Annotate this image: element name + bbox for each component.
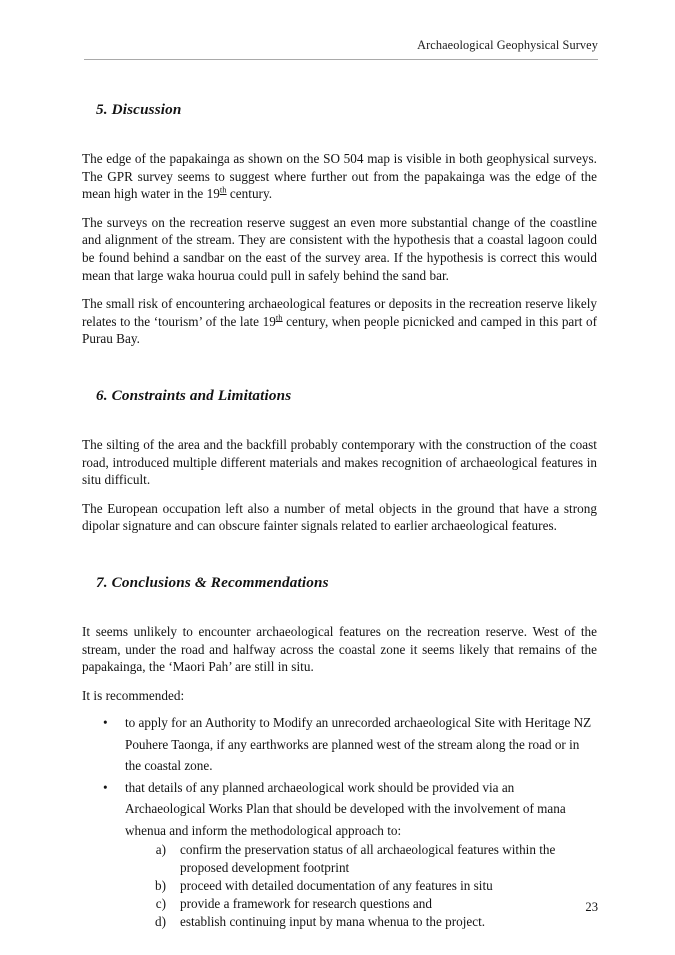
spacer [82, 406, 597, 436]
spacer [82, 203, 597, 214]
page-footer [82, 900, 598, 915]
spacer [82, 535, 597, 573]
paragraph-discussion-3-text-b: century, when people picnicked and camped in this part of Purau Bay. [82, 313, 597, 347]
paragraph-discussion-1-text-a: The edge of the papakainga as shown on the SO 504 map is visible in both geophysical surveys. The GPR survey seems to suggest where further out from the papakainga was the edge of the mean high water in the 19 [82, 151, 597, 202]
list-item-text: confirm the preservation status of all archaeological features within the proposed development footprint [180, 842, 556, 876]
list-item [140, 913, 597, 931]
list-item-marker: c) [155, 896, 166, 912]
ordinal-suffix-th: th [275, 312, 283, 323]
spacer [82, 593, 597, 623]
page-number: 23 [585, 900, 598, 914]
paragraph-constraints-1: The silting of the area and the backfill probably contemporary with the construction of the coast road, introduced multiple different materials and makes recognition of archaeological features in situ difficult. [82, 436, 597, 488]
heading-discussion: 5. Discussion [96, 101, 182, 118]
page-header [84, 38, 598, 60]
list-item [140, 877, 597, 895]
list-item-text: proceed with detailed documentation of any features in situ [180, 878, 493, 894]
spacer [82, 676, 597, 687]
list-item-marker: d) [155, 914, 166, 930]
ordinal-suffix-th: th [219, 184, 227, 195]
list-item-text: establish continuing input by mana whenua to the project. [180, 914, 486, 930]
list-item-marker: a) [155, 842, 166, 858]
paragraph-recommended-lead-in: It is recommended: [82, 687, 185, 703]
paragraph-conclusions-1: It seems unlikely to encounter archaeological features on the recreation reserve. West of the stream, under the road and halfway across the coastal zone it seems likely that remains of the papakainga, the ‘Maori Pah’ are still in situ. [82, 623, 597, 675]
list-item [82, 712, 597, 777]
list-item-text: that details of any planned archaeological work should be provided via an Archaeological Works Plan that should be developed with the involvement of mana whenua and inform the methodological approach to: [125, 779, 566, 838]
spacer [82, 489, 597, 500]
list-item [140, 841, 597, 877]
spacer [82, 348, 597, 386]
paragraph-discussion-1-text-b: century. [226, 186, 273, 202]
spacer [82, 120, 597, 150]
running-header-title: Archaeological Geophysical Survey [417, 38, 598, 52]
paragraph-constraints-2: The European occupation left also a number of metal objects in the ground that have a strong dipolar signature and can obscure fainter signals related to earlier archaeological features. [82, 500, 597, 534]
list-item-marker: b) [155, 878, 166, 894]
list-item-text: provide a framework for research questions and [180, 896, 432, 912]
methodology-sub-list [125, 841, 597, 931]
document-body [82, 100, 597, 931]
paragraph-discussion-3 [82, 295, 597, 348]
header-divider-rule [84, 59, 598, 60]
spacer [82, 284, 597, 295]
recommendations-list [82, 712, 597, 931]
paragraph-discussion-2: The surveys on the recreation reserve suggest an even more substantial change of the coastline and alignment of the stream. They are consistent with the hypothesis that a coastal lagoon could be found behind a sandbar on the east of the survey area. If the hypothesis is correct this would mean that large waka hourua could pull in safely behind the sand bar. [82, 214, 597, 283]
heading-conclusions-recommendations: 7. Conclusions & Recommendations [96, 573, 329, 591]
heading-constraints-limitations: 6. Constraints and Limitations [96, 386, 292, 404]
list-item-text: to apply for an Authority to Modify an unrecorded archaeological Site with Heritage NZ Pouhere Taonga, if any earthworks are planned west of the stream along the road or in the coastal zone. [125, 715, 592, 774]
bullet-icon: • [103, 715, 108, 731]
paragraph-discussion-3-text-a: The small risk of encountering archaeological features or deposits in the recreation reserve likely relates to the ‘tourism’ of the late 19 [82, 296, 597, 329]
paragraph-discussion-1 [82, 150, 597, 203]
bullet-icon: • [103, 779, 108, 795]
